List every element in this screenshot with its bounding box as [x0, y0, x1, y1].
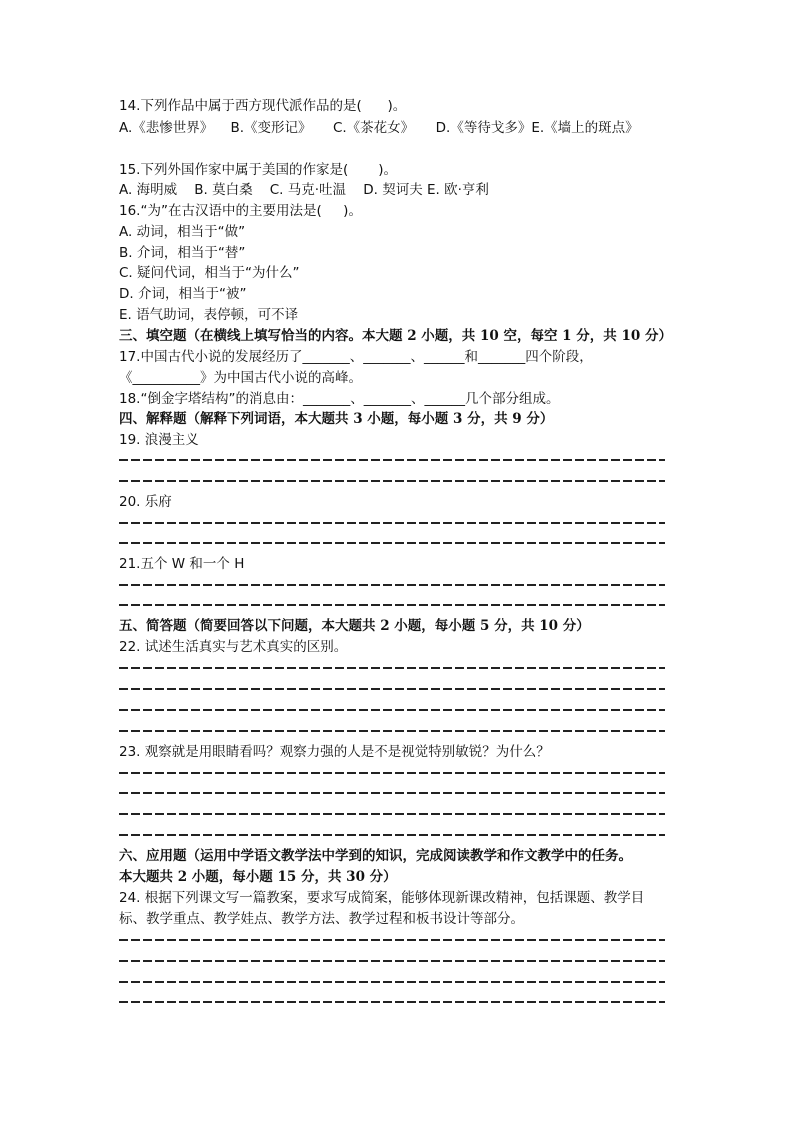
question-text: 21.五个 W 和一个 H — [119, 556, 245, 572]
question-text: A.《悲惨世界》 B.《变形记》 C.《茶花女》 D.《等待戈多》E.《墙上的斑点》 — [119, 120, 639, 136]
question-text: 16.“为”在古汉语中的主要用法是( )。 — [119, 203, 362, 219]
question-text: 23. 观察就是用眼睛看吗？观察力强的人是不是视觉特别敏锐？为什么？ — [119, 744, 550, 760]
answer-line — [119, 792, 665, 794]
question-text: B. 介词，相当于“替” — [119, 245, 246, 261]
answer-line — [119, 542, 665, 544]
question-text: A. 海明威 B. 莫白桑 C. 马克·吐温 D. 契诃夫 E. 欧·亨利 — [119, 182, 489, 198]
answer-line — [119, 772, 665, 774]
answer-line — [119, 709, 665, 711]
question-text: 17.中国古代小说的发展经历了_______、_______、______和_______四个阶段， — [119, 349, 593, 365]
section-heading: 四、解释题（解释下列词语，本大题共 3 小题，每小题 3 分，共 9 分） — [119, 411, 554, 427]
answer-line — [119, 1001, 665, 1003]
answer-line — [119, 604, 665, 606]
answer-line — [119, 522, 665, 524]
answer-line — [119, 981, 665, 983]
section-heading: 五、简答题（简要回答以下问题，本大题共 2 小题，每小题 5 分，共 10 分） — [119, 618, 590, 634]
question-text: 《__________》为中国古代小说的高峰。 — [119, 370, 362, 386]
section-heading: 六、应用题（运用中学语文教学法中学到的知识，完成阅读教学和作文教学中的任务。 — [119, 848, 632, 864]
question-text: 19. 浪漫主义 — [119, 432, 199, 448]
answer-line — [119, 584, 665, 586]
answer-line — [119, 459, 665, 461]
question-text: 15.下列外国作家中属于美国的作家是( )。 — [119, 162, 398, 178]
question-text: 14.下列作品中属于西方现代派作品的是( )。 — [119, 98, 407, 114]
question-text: 20. 乐府 — [119, 494, 172, 510]
answer-line — [119, 667, 665, 669]
answer-line — [119, 813, 665, 815]
answer-line — [119, 730, 665, 732]
answer-line — [119, 688, 665, 690]
question-text: 标、教学重点、教学娃点、教学方法、教学过程和板书设计等部分。 — [119, 911, 524, 927]
answer-line — [119, 480, 665, 482]
answer-line — [119, 834, 665, 836]
question-text: C. 疑问代词，相当于“为什么” — [119, 265, 300, 281]
question-text: A. 动词，相当于“做” — [119, 224, 246, 240]
section-heading: 三、填空题（在横线上填写恰当的内容。本大题 2 小题，共 10 空，每空 1 分，共 10 分） — [119, 328, 672, 344]
answer-line — [119, 939, 665, 941]
question-text: 18.“倒金字塔结构”的消息由：_______、_______、______几个部分组成。 — [119, 391, 560, 407]
question-text: E. 语气助词，表停顿，可不译 — [119, 307, 299, 323]
question-text: D. 介词，相当于“被” — [119, 286, 247, 302]
question-text: 24. 根据下列课文写一篇教案，要求写成简案，能够体现新课改精神，包括课题、教学目 — [119, 890, 645, 906]
section-heading: 本大题共 2 小题，每小题 15 分，共 30 分） — [119, 869, 397, 885]
answer-line — [119, 960, 665, 962]
question-text: 22. 试述生活真实与艺术真实的区别。 — [119, 639, 348, 655]
